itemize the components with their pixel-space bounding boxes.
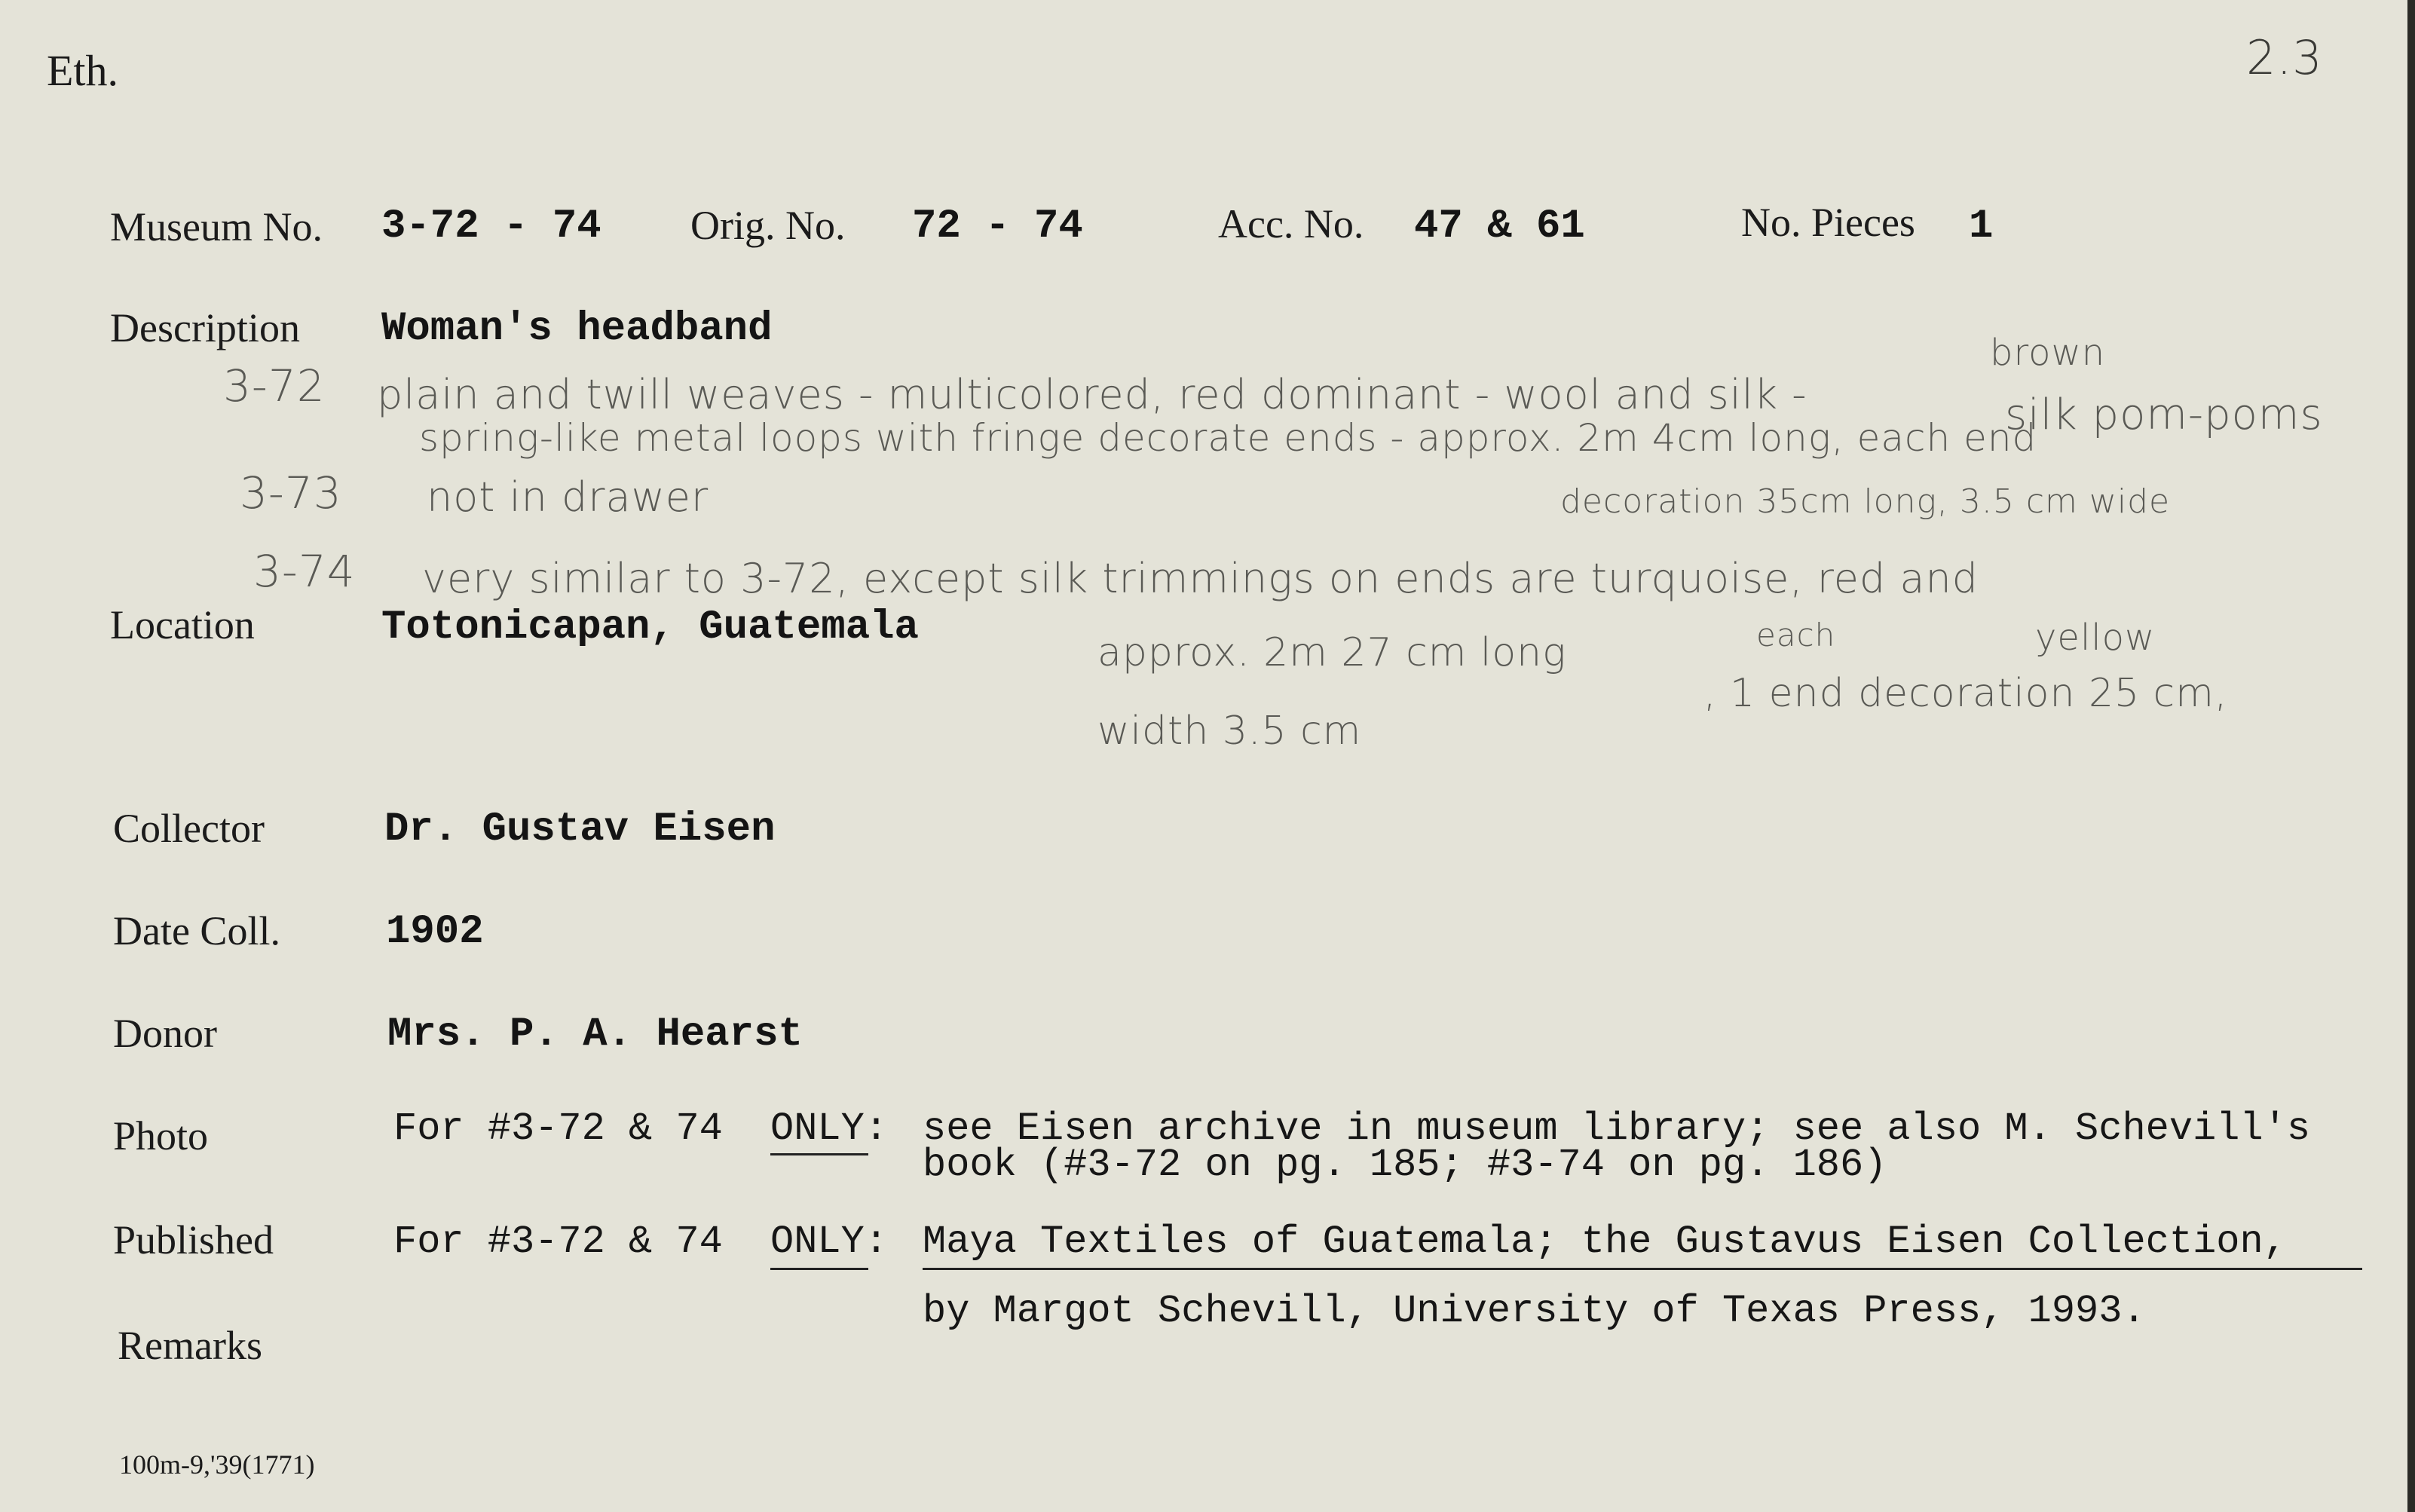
donor-label: Donor: [113, 1011, 217, 1056]
note-line4: very similar to 3-72, except silk trimmings on ends are turquoise, red and: [422, 555, 1979, 602]
photo-prefix: For #3-72 & 74: [393, 1106, 723, 1151]
published-title: Maya Textiles of Guatemala; the Gustavus Eisen Collection,: [923, 1220, 2287, 1264]
no-pieces-label: No. Pieces: [1741, 200, 1915, 245]
note-line5-right: , 1 end decoration 25 cm,: [1703, 671, 2228, 716]
no-pieces-value: 1: [1969, 204, 1994, 249]
published-prefix: For #3-72 & 74: [393, 1220, 723, 1264]
note-line6: width 3.5 cm: [1097, 709, 1362, 754]
note-line4-number: 3-74: [253, 546, 356, 597]
note-line1-end: silk pom-poms: [2005, 390, 2323, 439]
photo-only-underline: [770, 1153, 868, 1155]
photo-line2: book (#3-72 on pg. 185; #3-74 on pg. 186): [923, 1143, 1887, 1187]
photo-only: ONLY:: [770, 1106, 889, 1151]
note-line1-number: 3-72: [223, 360, 326, 412]
description-label: Description: [110, 305, 300, 350]
note-line1: plain and twill weaves - multicolored, red dominant - wool and silk -: [377, 371, 1807, 418]
note-yellow: yellow: [2035, 617, 2156, 659]
remarks-label: Remarks: [118, 1323, 262, 1368]
photo-label: Photo: [113, 1113, 209, 1158]
note-each: each: [1756, 617, 1836, 653]
photo-line1: see Eisen archive in museum library; see also M. Schevill's: [923, 1106, 2311, 1151]
published-only: ONLY:: [770, 1220, 889, 1264]
note-line3-right: decoration 35cm long, 3.5 cm wide: [1560, 482, 2171, 521]
orig-no-label: Orig. No.: [690, 203, 846, 248]
note-line3-number: 3-73: [240, 467, 342, 519]
location-value: Totonicapan, Guatemala: [381, 604, 919, 650]
collector-label: Collector: [113, 806, 265, 851]
collector-value: Dr. Gustav Eisen: [384, 807, 776, 852]
acc-no-label: Acc. No.: [1218, 201, 1364, 246]
form-code: 100m-9,'39(1771): [119, 1449, 315, 1480]
note-line3: not in drawer: [427, 473, 709, 521]
donor-value: Mrs. P. A. Hearst: [387, 1012, 803, 1057]
card-number: 2.3: [2246, 30, 2323, 85]
published-byline: by Margot Schevill, University of Texas Press, 1993.: [923, 1289, 2146, 1333]
note-line2: spring-like metal loops with fringe decorate ends - approx. 2m 4cm long, each end: [419, 416, 2037, 460]
dept-label: Eth.: [47, 46, 119, 95]
date-coll-label: Date Coll.: [113, 908, 280, 953]
acc-no-value: 47 & 61: [1414, 204, 1585, 249]
published-label: Published: [113, 1217, 274, 1263]
published-title-underline: [923, 1268, 2362, 1270]
note-brown: brown: [1990, 332, 2106, 374]
museum-no-value: 3-72 - 74: [381, 204, 601, 249]
published-only-underline: [770, 1268, 868, 1270]
location-label: Location: [110, 602, 255, 647]
orig-no-value: 72 - 74: [912, 204, 1083, 249]
museum-no-label: Museum No.: [110, 204, 323, 249]
description-value: Woman's headband: [381, 306, 773, 352]
date-coll-value: 1902: [386, 909, 484, 955]
note-line5-left: approx. 2m 27 cm long: [1097, 630, 1567, 675]
